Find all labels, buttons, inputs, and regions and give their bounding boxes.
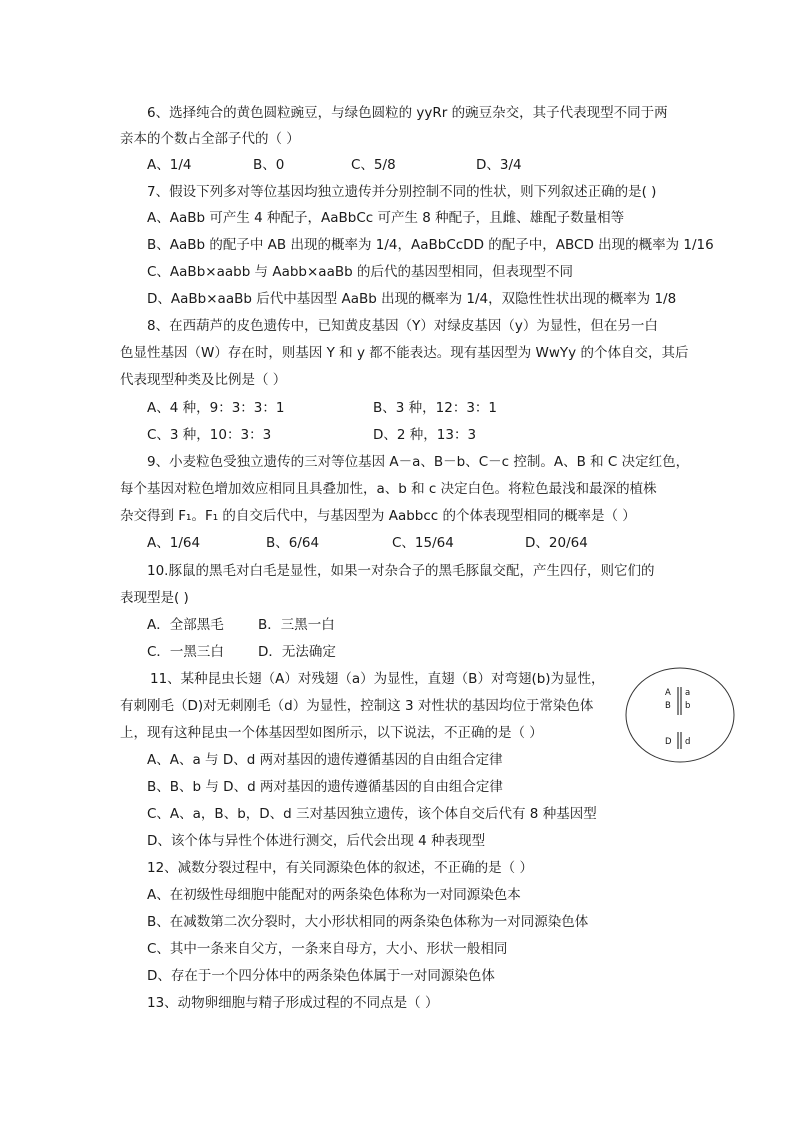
- q13-stem: 13、动物卵细胞与精子形成过程的不同点是（ ）: [147, 995, 439, 1011]
- q7-option-d: D、AaBb×aaBb 后代中基因型 AaBb 出现的概率为 1/4，双隐性性状出现的概率为 1/8: [147, 291, 677, 307]
- q8-stem-line-3: 代表现型种类及比例是（ ）: [120, 372, 287, 388]
- q7-option-a: A、AaBb 可产生 4 种配子，AaBbCc 可产生 8 种配子，且雌、雄配子数量相等: [147, 210, 625, 226]
- q10-option-c: C．一黑三白: [147, 644, 224, 660]
- q11-option-c: C、A、a，B、b，D、d 三对基因独立遗传，该个体自交后代有 8 种基因型: [147, 806, 597, 822]
- q8-option-d: D、2 种，13：3: [373, 427, 477, 443]
- q9-option-a: A、1/64: [147, 535, 201, 551]
- q9-stem-line-1: 9、小麦粒色受独立遗传的三对等位基因 A－a、B－b、C－c 控制。A、B 和 C 决定红色，: [147, 454, 690, 470]
- q12-stem: 12、减数分裂过程中，有关同源染色体的叙述，不正确的是（ ）: [147, 860, 533, 876]
- q10-stem-line-1: 10.豚鼠的黑毛对白毛是显性，如果一对杂合子的黑毛豚鼠交配，产生四仔，则它们的: [147, 563, 655, 579]
- q10-option-a: A．全部黑毛: [147, 617, 224, 633]
- q9-option-d: D、20/64: [525, 535, 588, 551]
- q8-stem-line-2: 色显性基因（W）存在时，则基因 Y 和 y 都不能表达。现有基因型为 WwYy 的个体自交，其后: [120, 345, 689, 361]
- q12-option-d: D、存在于一个四分体中的两条染色体属于一对同源染色体: [147, 968, 495, 984]
- q7-option-b: B、AaBb 的配子中 AB 出现的概率为 1/4，AaBbCcDD 的配子中，ABCD 出现的概率为 1/16: [147, 237, 714, 253]
- cell-outline: [626, 668, 734, 762]
- q7-option-c: C、AaBb×aabb 与 Aabb×aaBb 的后代的基因型相同，但表现型不同: [147, 264, 573, 280]
- q11-stem-line-2: 有刺刚毛（D)对无刺刚毛（d）为显性，控制这 3 对性状的基因均位于常染色体: [120, 698, 594, 714]
- q6-option-d: D、3/4: [476, 157, 522, 173]
- q9-option-c: C、15/64: [392, 535, 454, 551]
- q9-stem-line-2: 每个基因对粒色增加效应相同且具叠加性，a、b 和 c 决定白色。将粒色最浅和最深的植株: [120, 481, 657, 497]
- q8-stem-line-1: 8、在西葫芦的皮色遗传中，已知黄皮基因（Y）对绿皮基因（y）为显性，但在另一白: [147, 318, 658, 334]
- q12-option-c: C、其中一条来自父方，一条来自母方，大小、形状一般相同: [147, 941, 508, 957]
- q11-option-b: B、B、b 与 D、d 两对基因的遗传遵循基因的自由组合定律: [147, 779, 503, 795]
- q10-stem-line-2: 表现型是( ): [120, 590, 189, 606]
- q10-option-d: D．无法确定: [258, 644, 336, 660]
- q8-option-a: A、4 种，9：3：3：1: [147, 400, 285, 416]
- q11-stem-line-1: 11、某种昆虫长翅（A）对残翅（a）为显性，直翅（B）对弯翅(b)为显性，: [150, 671, 605, 687]
- q9-option-b: B、6/64: [266, 535, 320, 551]
- q12-option-b: B、在减数第二次分裂时，大小形状相同的两条染色体称为一对同源染色体: [147, 914, 589, 930]
- q6-option-b: B、0: [253, 157, 285, 173]
- q11-option-a: A、A、a 与 D、d 两对基因的遗传遵循基因的自由组合定律: [147, 752, 503, 768]
- gene-label-D: D: [665, 737, 672, 747]
- q11-stem-line-3: 上，现有这种昆虫一个体基因型如图所示，以下说法，不正确的是（ ）: [120, 725, 543, 741]
- gene-label-b: b: [685, 701, 691, 711]
- chromosome-diagram-svg: [624, 665, 736, 765]
- gene-label-d: d: [685, 737, 691, 747]
- q6-option-c: C、5/8: [351, 157, 396, 173]
- chromosome-cell-diagram: [624, 665, 736, 765]
- gene-label-A: A: [665, 688, 671, 698]
- q6-stem-line-1: 6、选择纯合的黄色圆粒豌豆，与绿色圆粒的 yyRr 的豌豆杂交，其子代表现型不同于两: [147, 105, 668, 121]
- q11-option-d: D、该个体与异性个体进行测交，后代会出现 4 种表现型: [147, 833, 486, 849]
- q6-option-a: A、1/4: [147, 157, 192, 173]
- gene-label-a: a: [685, 688, 691, 698]
- q9-stem-line-3: 杂交得到 F₁。F₁ 的自交后代中，与基因型为 Aabbcc 的个体表现型相同的概率是（ ）: [120, 508, 636, 524]
- gene-label-B: B: [665, 701, 671, 711]
- q7-stem: 7、假设下列多对等位基因均独立遗传并分别控制不同的性状，则下列叙述正确的是( ): [147, 184, 657, 200]
- q8-option-c: C、3 种，10：3：3: [147, 427, 272, 443]
- q12-option-a: A、在初级性母细胞中能配对的两条染色体称为一对同源染色本: [147, 887, 521, 903]
- q10-option-b: B．三黑一白: [258, 617, 335, 633]
- q6-stem-line-2: 亲本的个数占全部子代的（ ）: [120, 131, 300, 147]
- q8-option-b: B、3 种，12：3：1: [373, 400, 497, 416]
